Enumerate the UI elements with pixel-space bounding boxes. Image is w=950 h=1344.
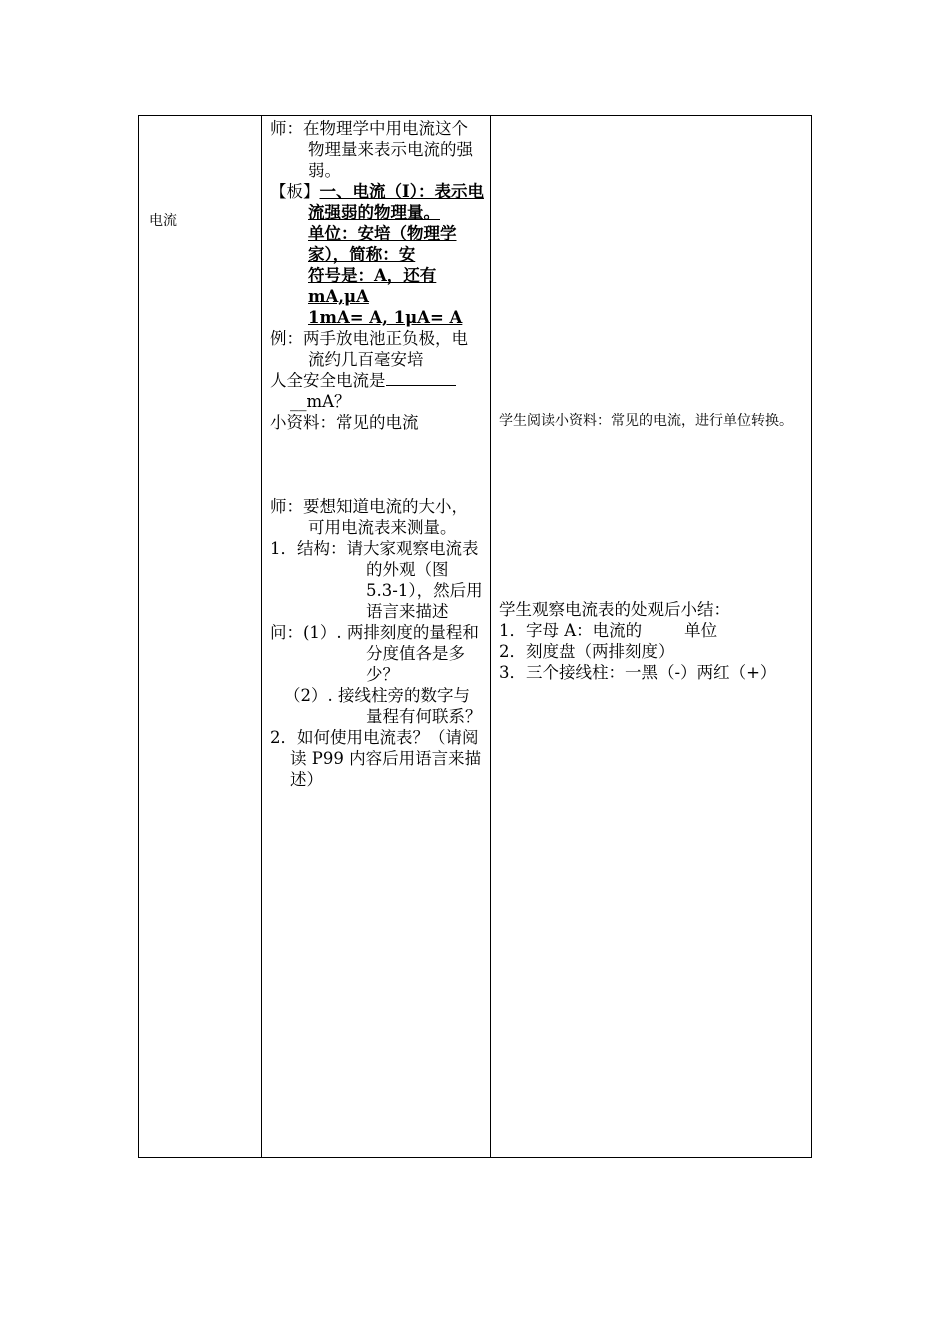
board-conversion [270,307,484,328]
summary-item: 1．字母 A：电流的 单位 [499,621,718,640]
question-1: 问：(1）. 两排刻度的量程和分度值各是多少？ [270,623,479,684]
board-unit [270,223,484,265]
board-title [270,181,484,223]
spacer [270,433,484,496]
student-reading-note: 学生阅读小资料：常见的电流，进行单位转换。 [499,413,793,429]
example-2 [270,370,484,412]
board-prefix: 【板】 [270,182,320,201]
board-line-3: 符号是：A，还有 mA,μA [308,266,437,306]
teacher-ammeter-intro: 师：要想知道电流的大小，可用电流表来测量。 [270,497,468,537]
summary-item: 2．刻度盘（两排刻度） [499,642,675,661]
board-line-1: 一、电流（I）：表示电流强弱的物理量。 [308,182,484,222]
topic-cell: 电流 [149,213,177,229]
student-summary [499,599,809,683]
board-symbol [270,265,484,307]
info-heading: 小资料：常见的电流 [270,413,419,432]
example-2-text: 人全安全电流是 [270,371,386,390]
question-2: （2）. 接线柱旁的数字与量程有何联系？ [284,686,482,726]
example-1: 例：两手放电池正负极，电流约几百毫安培 [270,329,468,369]
usage-item: 2．如何使用电流表？（请阅读 P99 内容后用语言来描述） [270,728,482,789]
board-line-4: 1mA= A, 1μA= A [308,308,463,327]
column-divider-1 [261,116,262,1157]
example-2-tail: __mA？ [290,392,351,411]
teacher-activity-cell [270,118,484,790]
lesson-table [138,115,812,1158]
summary-title: 学生观察电流表的处观后小结： [499,600,730,619]
summary-item: 3．三个接线柱：一黑（-）两红（+） [499,663,777,682]
teacher-intro: 师：在物理学中用电流这个物理量来表示电流的强弱。 [270,119,473,180]
structure-item: 1．结构：请大家观察电流表的外观（图 5.3-1），然后用语言来描述 [270,539,483,621]
board-line-2: 单位：安培（物理学家），简称：安 [308,224,457,264]
blank-line [386,385,456,386]
column-divider-2 [490,116,491,1157]
